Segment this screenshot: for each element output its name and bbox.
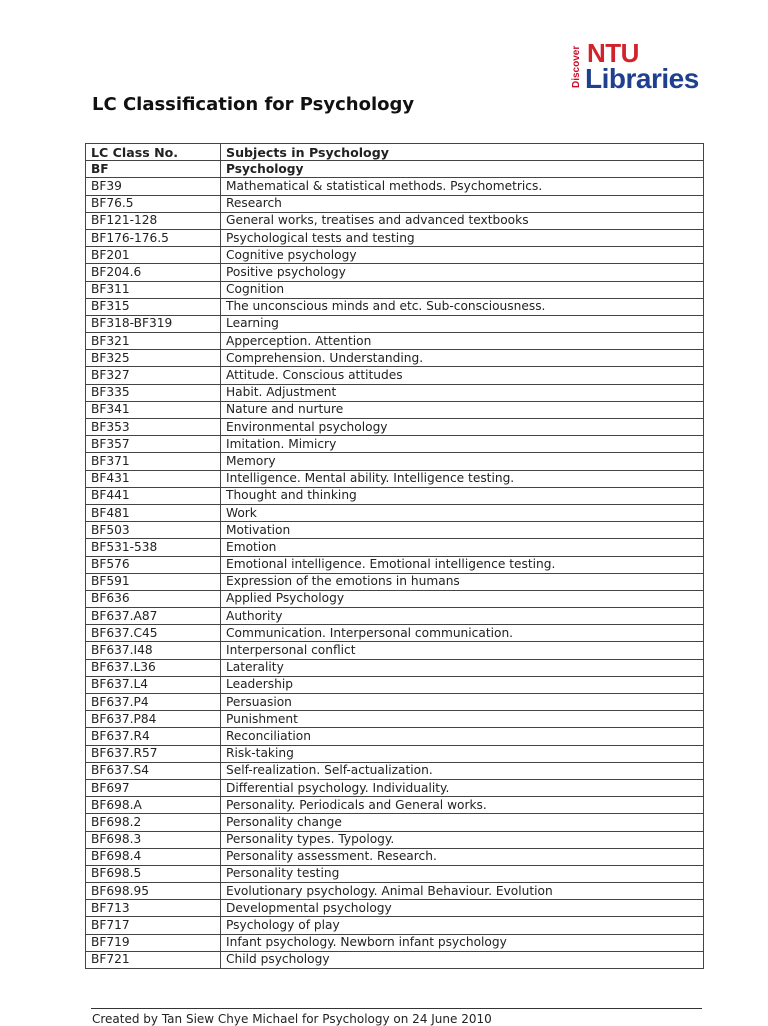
table-row (86, 350, 704, 367)
class-number-cell: BF335 (86, 384, 221, 401)
table-row (86, 315, 704, 332)
table-row (86, 539, 704, 556)
class-number-cell: BF176-176.5 (86, 229, 221, 246)
table-row (86, 333, 704, 350)
subject-cell: Laterality (221, 659, 704, 676)
logo-ntu-text: NTU (587, 38, 639, 68)
table-row (86, 384, 704, 401)
table-row (86, 848, 704, 865)
class-number-cell: BF357 (86, 436, 221, 453)
subject-cell: Risk-taking (221, 745, 704, 762)
table-row (86, 745, 704, 762)
subject-cell: Thought and thinking (221, 487, 704, 504)
subject-cell: Infant psychology. Newborn infant psychology (221, 934, 704, 951)
subject-cell: Apperception. Attention (221, 333, 704, 350)
class-number-cell: BF481 (86, 504, 221, 521)
subject-cell: Applied Psychology (221, 590, 704, 607)
section-code: BF (86, 161, 221, 178)
class-number-cell: BF637.A87 (86, 608, 221, 625)
table-row (86, 642, 704, 659)
class-number-cell: BF325 (86, 350, 221, 367)
table-row (86, 453, 704, 470)
subject-cell: Work (221, 504, 704, 521)
table-row (86, 625, 704, 642)
table-row (86, 247, 704, 264)
class-number-cell: BF39 (86, 178, 221, 195)
subject-cell: Memory (221, 453, 704, 470)
table-row (86, 608, 704, 625)
table-row (86, 779, 704, 796)
class-number-cell: BF503 (86, 522, 221, 539)
table-row (86, 917, 704, 934)
table-row (86, 694, 704, 711)
table-header-row (86, 144, 704, 161)
subject-cell: Interpersonal conflict (221, 642, 704, 659)
table-row (86, 797, 704, 814)
subject-cell: General works, treatises and advanced textbooks (221, 212, 704, 229)
ntu-libraries-logo (570, 38, 699, 94)
header-class-no: LC Class No. (86, 144, 221, 161)
table-row (86, 711, 704, 728)
subject-cell: Emotional intelligence. Emotional intelligence testing. (221, 556, 704, 573)
table-row (86, 573, 704, 590)
class-number-cell: BF637.P4 (86, 694, 221, 711)
table-row (86, 401, 704, 418)
table-row (86, 470, 704, 487)
subject-cell: Differential psychology. Individuality. (221, 779, 704, 796)
subject-cell: Personality. Periodicals and General works. (221, 797, 704, 814)
table-row (86, 831, 704, 848)
class-number-cell: BF698.95 (86, 883, 221, 900)
table-row (86, 762, 704, 779)
subject-cell: Environmental psychology (221, 419, 704, 436)
subject-cell: Motivation (221, 522, 704, 539)
subject-cell: Persuasion (221, 694, 704, 711)
class-number-cell: BF318-BF319 (86, 315, 221, 332)
logo-discover-text: Discover (571, 45, 582, 89)
subject-cell: Research (221, 195, 704, 212)
class-number-cell: BF576 (86, 556, 221, 573)
class-number-cell: BF327 (86, 367, 221, 384)
class-number-cell: BF698.5 (86, 865, 221, 882)
subject-cell: Leadership (221, 676, 704, 693)
subject-cell: Cognitive psychology (221, 247, 704, 264)
subject-cell: Learning (221, 315, 704, 332)
subject-cell: Psychological tests and testing (221, 229, 704, 246)
section-subject: Psychology (221, 161, 704, 178)
table-row (86, 178, 704, 195)
class-number-cell: BF698.4 (86, 848, 221, 865)
subject-cell: Habit. Adjustment (221, 384, 704, 401)
table-row (86, 436, 704, 453)
class-number-cell: BF637.I48 (86, 642, 221, 659)
class-number-cell: BF717 (86, 917, 221, 934)
table-row (86, 487, 704, 504)
table-row (86, 728, 704, 745)
subject-cell: Punishment (221, 711, 704, 728)
header-subjects: Subjects in Psychology (221, 144, 704, 161)
table-row (86, 419, 704, 436)
subject-cell: Nature and nurture (221, 401, 704, 418)
table-row (86, 522, 704, 539)
subject-cell: Intelligence. Mental ability. Intelligence testing. (221, 470, 704, 487)
table-row (86, 195, 704, 212)
table-row (86, 590, 704, 607)
class-number-cell: BF721 (86, 951, 221, 968)
logo-libraries-text: Libraries (585, 63, 699, 94)
class-number-cell: BF637.R57 (86, 745, 221, 762)
table-row (86, 367, 704, 384)
class-number-cell: BF353 (86, 419, 221, 436)
table-row (86, 814, 704, 831)
subject-cell: Reconciliation (221, 728, 704, 745)
class-number-cell: BF637.C45 (86, 625, 221, 642)
lc-classification-table (85, 143, 704, 969)
class-number-cell: BF637.L4 (86, 676, 221, 693)
class-number-cell: BF341 (86, 401, 221, 418)
class-number-cell: BF311 (86, 281, 221, 298)
subject-cell: Mathematical & statistical methods. Psychometrics. (221, 178, 704, 195)
table-row (86, 281, 704, 298)
class-number-cell: BF698.A (86, 797, 221, 814)
class-number-cell: BF637.S4 (86, 762, 221, 779)
subject-cell: Psychology of play (221, 917, 704, 934)
subject-cell: Comprehension. Understanding. (221, 350, 704, 367)
table-row (86, 900, 704, 917)
class-number-cell: BF637.P84 (86, 711, 221, 728)
table-row (86, 865, 704, 882)
class-number-cell: BF121-128 (86, 212, 221, 229)
subject-cell: Personality types. Typology. (221, 831, 704, 848)
class-number-cell: BF637.L36 (86, 659, 221, 676)
class-number-cell: BF637.R4 (86, 728, 221, 745)
subject-cell: Personality change (221, 814, 704, 831)
subject-cell: Cognition (221, 281, 704, 298)
subject-cell: Positive psychology (221, 264, 704, 281)
table-row (86, 556, 704, 573)
class-number-cell: BF636 (86, 590, 221, 607)
footer-rule (91, 1008, 702, 1009)
subject-cell: Authority (221, 608, 704, 625)
class-number-cell: BF697 (86, 779, 221, 796)
subject-cell: Communication. Interpersonal communication. (221, 625, 704, 642)
footer-credit: Created by Tan Siew Chye Michael for Psychology on 24 June 2010 (92, 1012, 492, 1026)
table-row (86, 264, 704, 281)
table-row (86, 659, 704, 676)
page-title: LC Classification for Psychology (92, 94, 415, 115)
subject-cell: Child psychology (221, 951, 704, 968)
subject-cell: Imitation. Mimicry (221, 436, 704, 453)
table-row (86, 883, 704, 900)
class-number-cell: BF698.2 (86, 814, 221, 831)
class-number-cell: BF204.6 (86, 264, 221, 281)
subject-cell: Expression of the emotions in humans (221, 573, 704, 590)
subject-cell: Self-realization. Self-actualization. (221, 762, 704, 779)
table-row (86, 934, 704, 951)
class-number-cell: BF371 (86, 453, 221, 470)
subject-cell: Personality testing (221, 865, 704, 882)
subject-cell: Emotion (221, 539, 704, 556)
subject-cell: Personality assessment. Research. (221, 848, 704, 865)
class-number-cell: BF531-538 (86, 539, 221, 556)
class-number-cell: BF441 (86, 487, 221, 504)
class-number-cell: BF698.3 (86, 831, 221, 848)
subject-cell: Evolutionary psychology. Animal Behaviour. Evolution (221, 883, 704, 900)
table-row (86, 504, 704, 521)
table-row (86, 212, 704, 229)
class-number-cell: BF591 (86, 573, 221, 590)
class-number-cell: BF201 (86, 247, 221, 264)
class-number-cell: BF431 (86, 470, 221, 487)
subject-cell: Developmental psychology (221, 900, 704, 917)
table-row (86, 229, 704, 246)
section-row (86, 161, 704, 178)
class-number-cell: BF719 (86, 934, 221, 951)
subject-cell: The unconscious minds and etc. Sub-consciousness. (221, 298, 704, 315)
table-row (86, 951, 704, 968)
class-number-cell: BF76.5 (86, 195, 221, 212)
class-number-cell: BF315 (86, 298, 221, 315)
class-number-cell: BF321 (86, 333, 221, 350)
table-row (86, 676, 704, 693)
class-number-cell: BF713 (86, 900, 221, 917)
table-row (86, 298, 704, 315)
subject-cell: Attitude. Conscious attitudes (221, 367, 704, 384)
